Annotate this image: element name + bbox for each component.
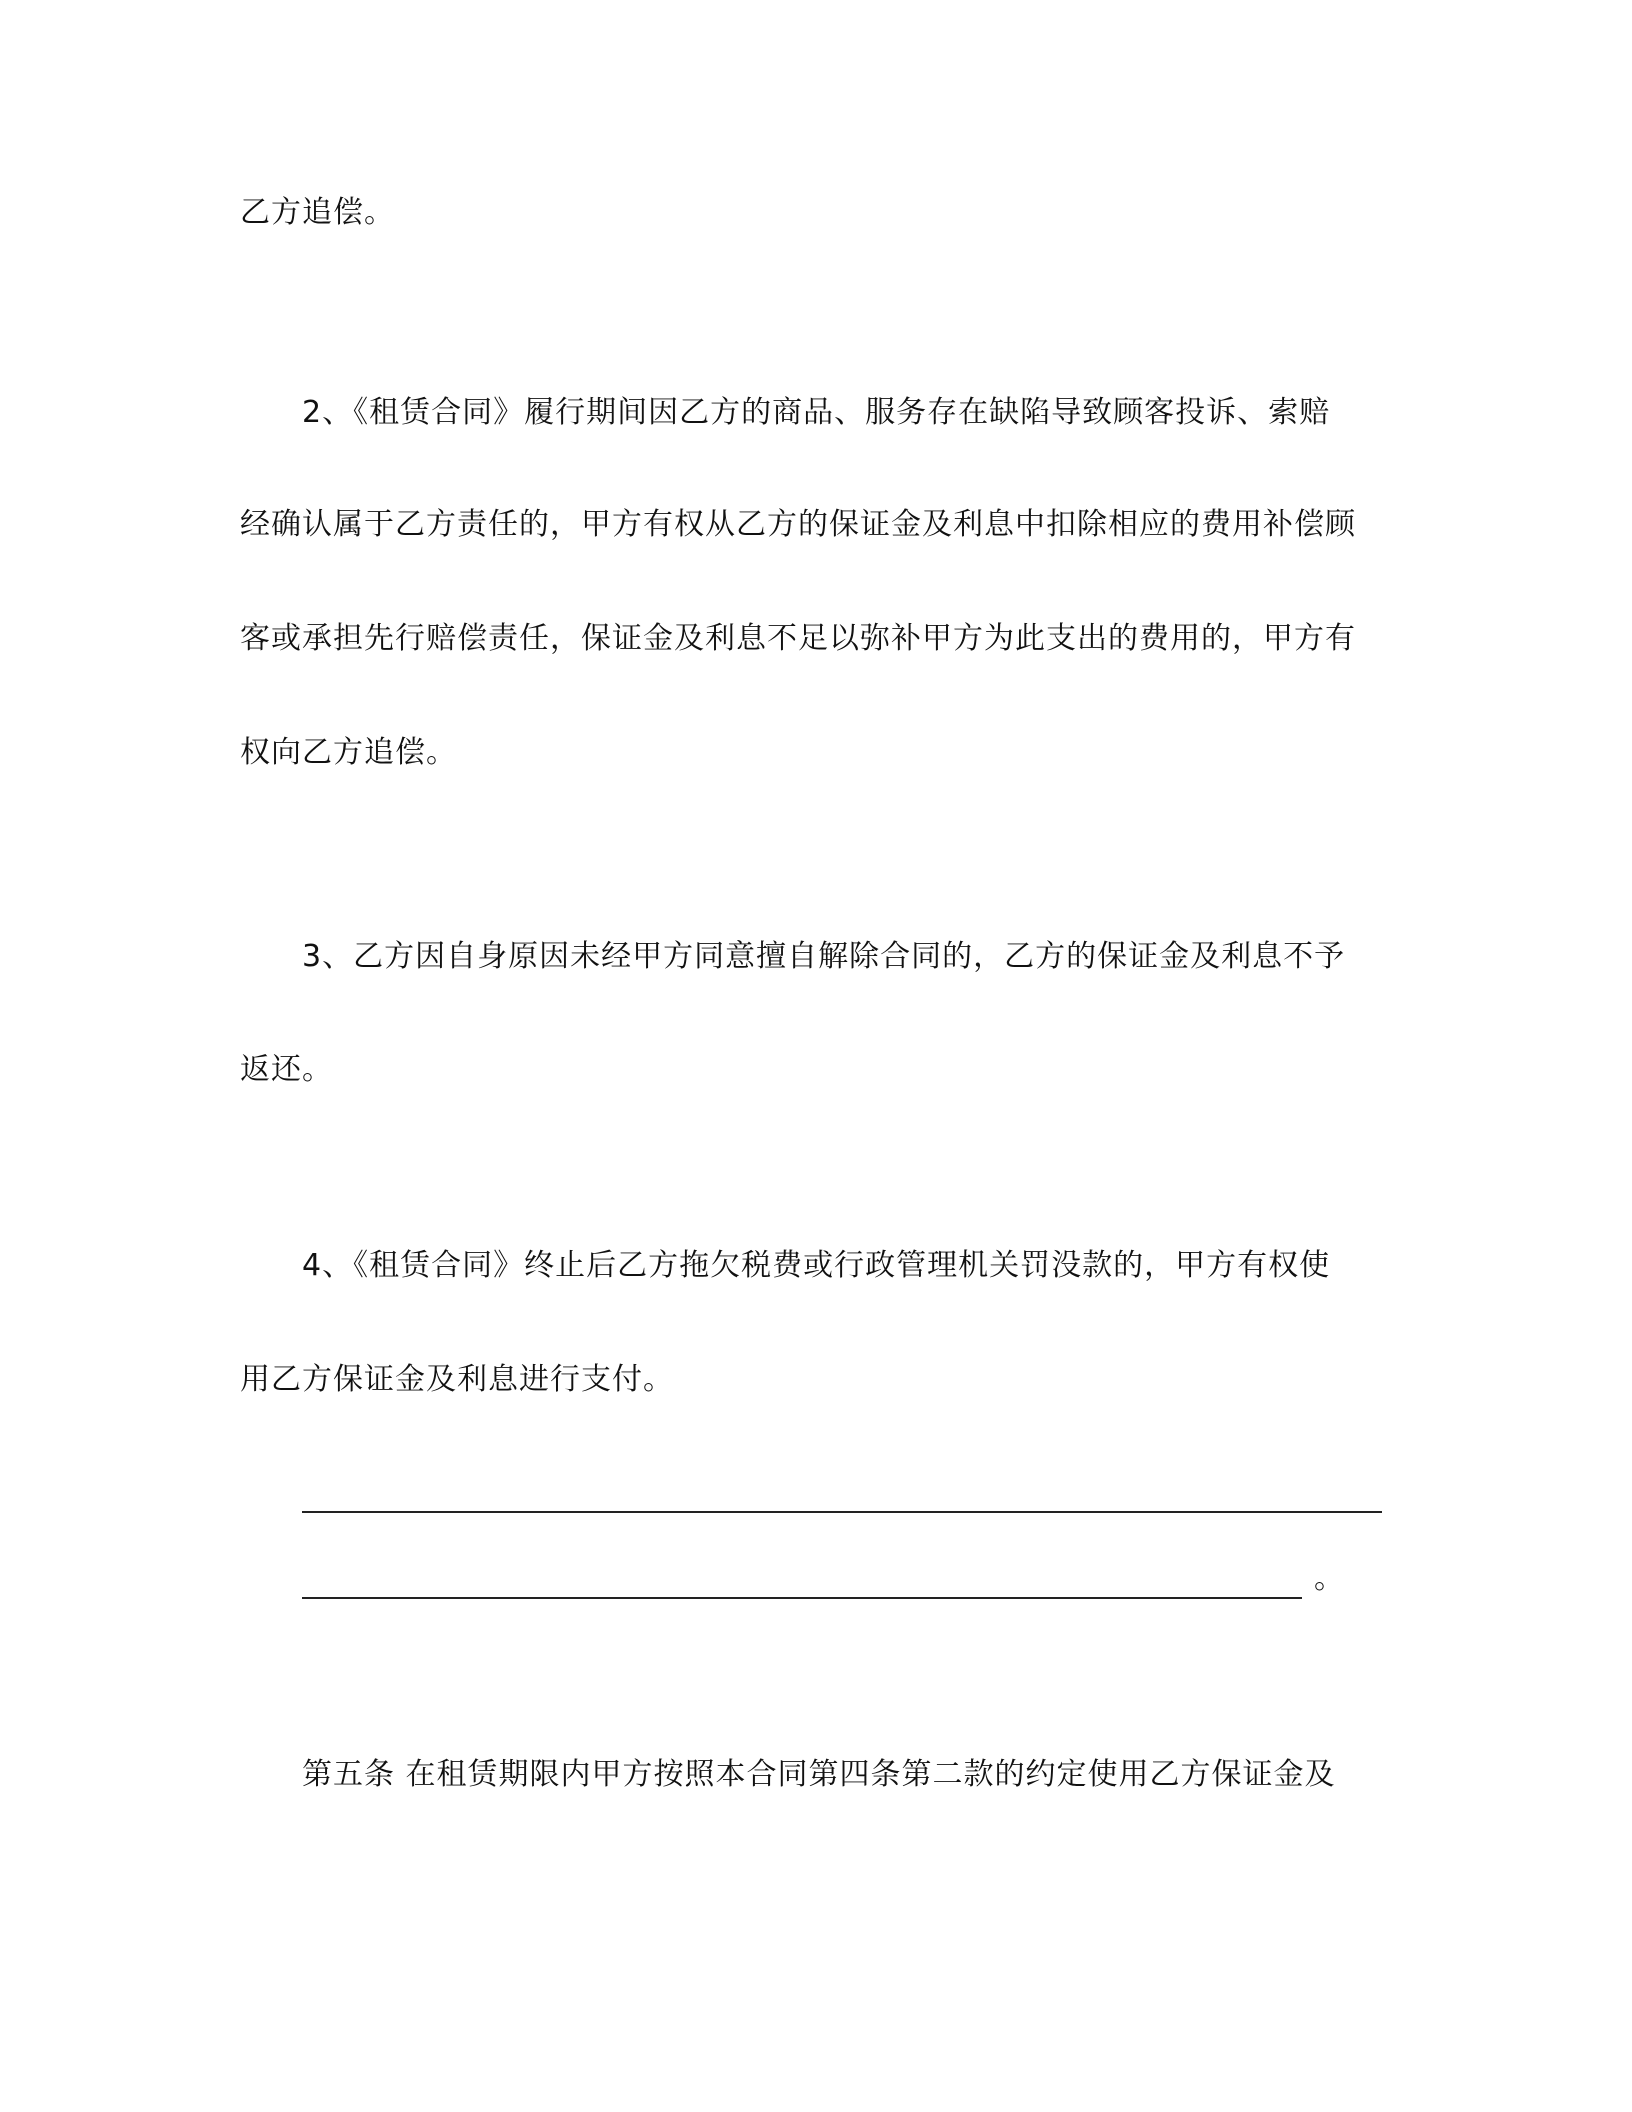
- text-line: 乙方追偿。: [240, 195, 395, 230]
- text-line: 客或承担先行赔偿责任，保证金及利息不足以弥补甲方为此支出的费用的，甲方有: [240, 621, 1356, 656]
- text-line: 用乙方保证金及利息进行支付。: [240, 1362, 674, 1397]
- text-line: 权向乙方追偿。: [240, 735, 457, 770]
- text-line: 经确认属于乙方责任的，甲方有权从乙方的保证金及利息中扣除相应的费用补偿顾: [240, 507, 1356, 542]
- section-heading-line: 第五条 在租赁期限内甲方按照本合同第四条第二款的约定使用乙方保证金及: [302, 1757, 1336, 1792]
- text-line: 返还。: [240, 1052, 333, 1087]
- blank-line-period: 。: [1314, 1561, 1344, 1596]
- text-line: 4、《租赁合同》终止后乙方拖欠税费或行政管理机关罚没款的，甲方有权使: [302, 1248, 1331, 1283]
- blank-line: [302, 1511, 1382, 1513]
- text-line: 3、乙方因自身原因未经甲方同意擅自解除合同的，乙方的保证金及利息不予: [302, 939, 1346, 974]
- blank-line: [302, 1597, 1302, 1599]
- text-line: 2、《租赁合同》履行期间因乙方的商品、服务存在缺陷导致顾客投诉、索赔: [302, 395, 1331, 430]
